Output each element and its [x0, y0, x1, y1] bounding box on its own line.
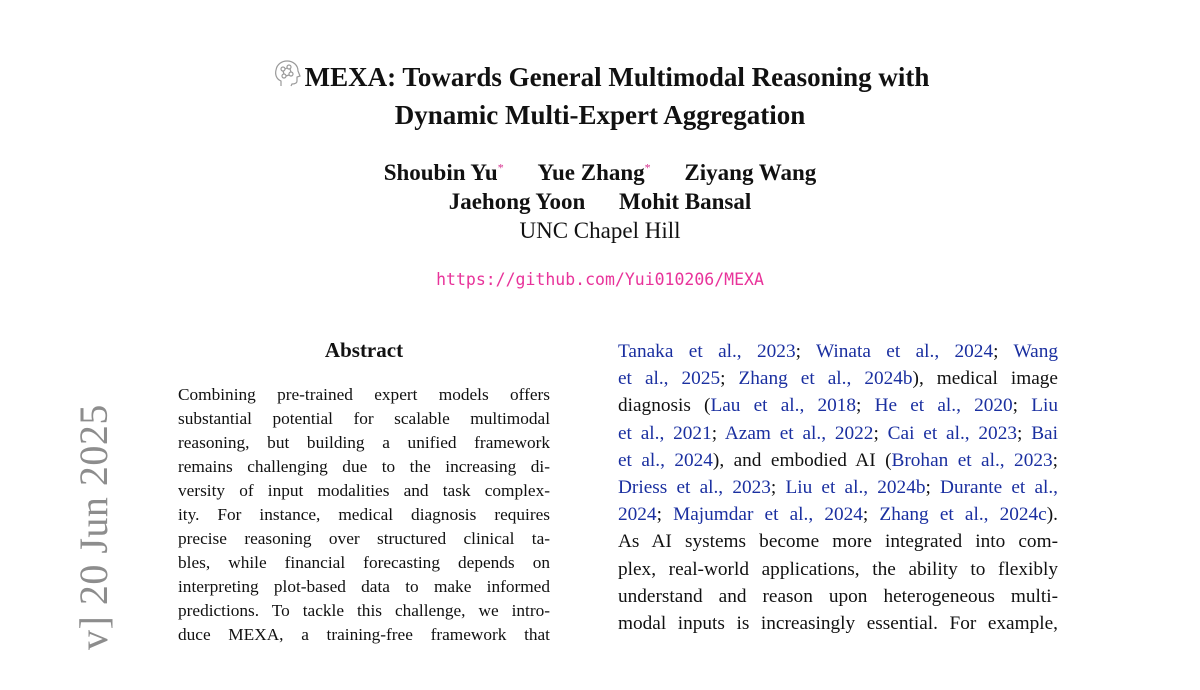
author-row-2	[0, 187, 1200, 216]
citation-link[interactable]: Bai	[1031, 422, 1058, 444]
intro-line	[618, 420, 1058, 447]
intro-text: ;	[993, 341, 1014, 362]
author-name: Jaehong Yoon	[448, 188, 586, 214]
abstract-line: predictions. To tackle this challenge, we intro-	[178, 601, 550, 620]
intro-line	[618, 501, 1058, 528]
intro-text: ;	[711, 422, 725, 444]
title-line-2: Dynamic Multi-Expert Aggregation	[394, 100, 806, 130]
citation-link[interactable]: Brohan et al., 2023	[891, 449, 1053, 471]
brain-head-icon	[271, 58, 303, 98]
abstract-line: remains challenging due to the increasing di-	[178, 457, 550, 476]
intro-text: As AI systems become more integrated into com-	[618, 531, 1058, 553]
author-row-1	[0, 153, 1200, 187]
citation-link[interactable]: Durante et al.,	[940, 477, 1059, 498]
intro-text: modal inputs is increasingly essential. For example,	[618, 613, 1058, 634]
abstract-line: bles, while financial forecasting depends on	[178, 553, 550, 572]
citation-link[interactable]: Driess et al., 2023	[618, 477, 771, 498]
intro-line	[618, 447, 1058, 474]
abstract-line: ity. For instance, medical diagnosis requires	[178, 505, 550, 524]
intro-text: ), and embodied AI (	[712, 449, 892, 471]
intro-text: diagnosis (	[618, 395, 711, 417]
abstract-heading: Abstract	[324, 338, 404, 362]
intro-text: ).	[1046, 504, 1058, 526]
citation-link[interactable]: Cai et al., 2023	[887, 422, 1017, 444]
intro-line	[618, 528, 1058, 555]
intro-text: ;	[873, 422, 888, 444]
code-link[interactable]: https://github.com/Yui010206/MEXA	[436, 270, 764, 289]
intro-text: ;	[1052, 449, 1058, 471]
abstract-line: reasoning, but building a unified framework	[178, 433, 550, 452]
paper-title	[0, 58, 1200, 132]
citation-link[interactable]: et al., 2021	[618, 422, 712, 444]
author-name: Yue Zhang*	[537, 159, 651, 185]
citation-link[interactable]: Majumdar et al., 2024	[673, 504, 863, 526]
intro-text: understand and reason upon heterogeneous multi-	[618, 585, 1058, 607]
intro-text: ;	[856, 395, 875, 417]
author-name: Shoubin Yu*	[383, 159, 504, 185]
intro-text: ;	[656, 504, 674, 526]
intro-text: ;	[1012, 395, 1032, 417]
citation-link[interactable]: He et al., 2020	[874, 395, 1013, 417]
citation-link[interactable]: Lau et al., 2018	[710, 395, 857, 417]
intro-line	[618, 392, 1058, 419]
intro-line	[618, 556, 1058, 583]
abstract-line: substantial potential for scalable multimodal	[178, 409, 550, 428]
abstract-line: precise reasoning over structured clinical ta-	[178, 529, 550, 548]
intro-text: ), medical image	[912, 368, 1058, 390]
citation-link[interactable]: 2024	[618, 504, 657, 526]
citation-link[interactable]: Azam et al., 2022	[724, 422, 874, 444]
intro-text: ;	[720, 368, 739, 390]
citation-link[interactable]: Liu	[1031, 395, 1058, 417]
abstract-line: Combining pre-trained expert models offers	[178, 385, 550, 404]
citation-link[interactable]: Zhang et al., 2024c	[879, 504, 1047, 526]
citation-link[interactable]: Winata et al., 2024	[816, 341, 994, 362]
intro-line	[618, 365, 1058, 392]
intro-line	[618, 610, 1058, 637]
intro-text: ;	[770, 477, 786, 498]
citation-link[interactable]: Liu et al., 2024b	[785, 477, 926, 498]
author-name: Ziyang Wang	[684, 159, 817, 185]
affiliation: UNC Chapel Hill	[519, 217, 681, 243]
arxiv-stamp	[26, 390, 116, 690]
citation-link[interactable]: Zhang et al., 2024b	[738, 368, 913, 390]
author-name: Mohit Bansal	[619, 188, 752, 214]
intro-text: plex, real-world applications, the ability to flexibly	[618, 558, 1058, 580]
intro-text: ;	[925, 477, 941, 498]
author-block	[0, 153, 1200, 245]
citation-link[interactable]: Tanaka et al., 2023	[618, 341, 796, 362]
citation-link[interactable]: et al., 2025	[618, 368, 721, 390]
citation-link[interactable]: et al., 2024	[618, 449, 713, 471]
abstract-line: versity of input modalities and task complex-	[178, 481, 550, 500]
abstract-line: interpreting plot-based data to make informed	[178, 577, 550, 596]
citation-link[interactable]: Wang	[1013, 341, 1058, 362]
title-line-1: MEXA: Towards General Multimodal Reasoning with	[304, 62, 930, 92]
arxiv-stamp-text: v] 20 Jun 2025	[71, 404, 116, 650]
intro-line	[618, 474, 1058, 501]
intro-line	[618, 338, 1058, 365]
abstract-line: duce MEXA, a training-free framework that	[178, 625, 550, 644]
intro-line	[618, 583, 1058, 610]
intro-text: ;	[1016, 422, 1032, 444]
intro-text: ;	[862, 504, 880, 526]
intro-text: ;	[795, 341, 816, 362]
